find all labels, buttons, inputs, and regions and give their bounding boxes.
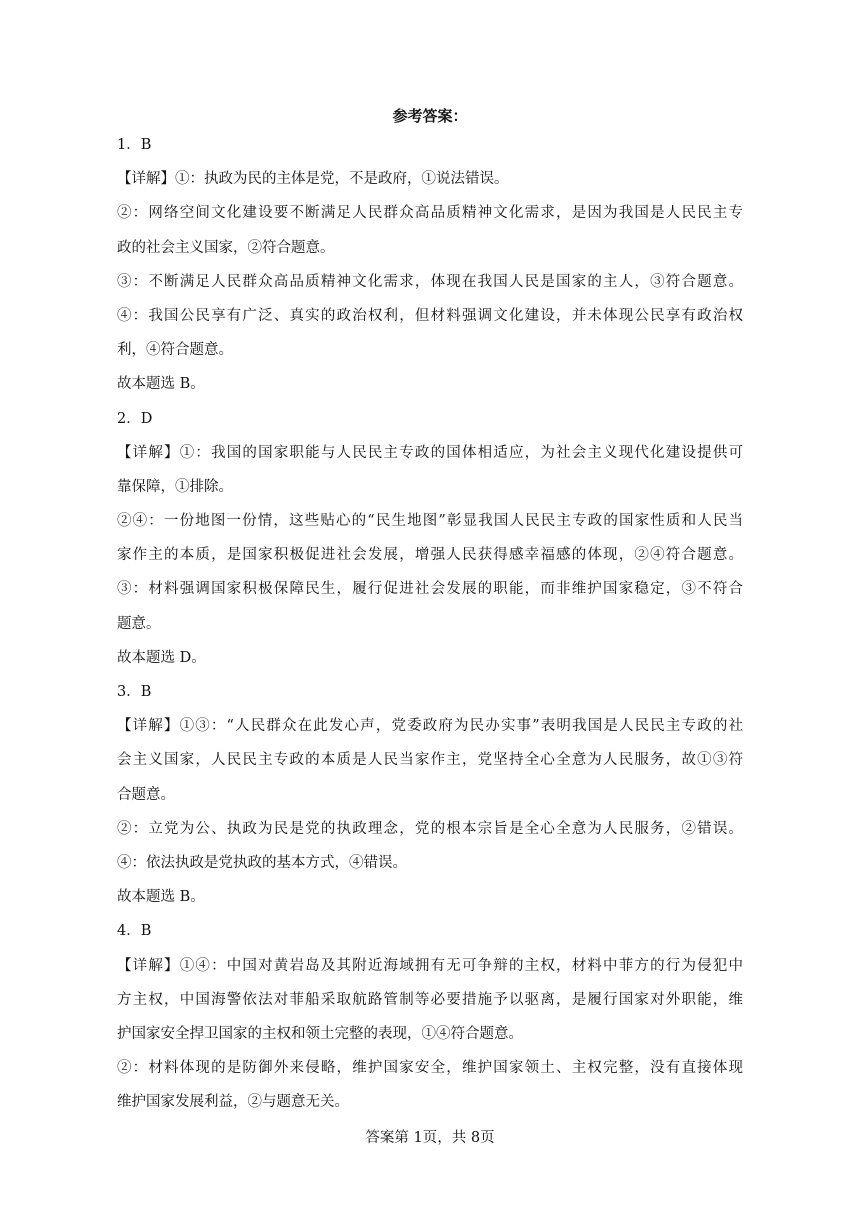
text-line: 故本题选 B。 — [117, 376, 205, 393]
text-line: 利，④符合题意。 — [117, 342, 233, 359]
text-line: ④：我国公民享有广泛、真实的政治权利，但材料强调文化建设，并未体现公民享有政治权 — [117, 307, 743, 324]
answer-content — [117, 128, 743, 1119]
text-line: 2．D — [117, 410, 153, 427]
text-line: 护国家安全捍卫国家的主权和领土完整的表现，①④符合题意。 — [117, 1025, 523, 1042]
text-line: 【详解】①④：中国对黄岩岛及其附近海域拥有无可争辩的主权，材料中菲方的行为侵犯中 — [117, 957, 743, 974]
text-line: ③：不断满足人民群众高品质精神文化需求，体现在我国人民是国家的主人，③符合题意。 — [117, 273, 743, 290]
text-line: 故本题选 B。 — [117, 889, 205, 906]
text-line: 4．B — [117, 923, 152, 940]
text-line: 合题意。 — [117, 786, 175, 803]
text-line: ②：立党为公、执政为民是党的执政理念，党的根本宗旨是全心全意为人民服务，②错误。 — [117, 820, 743, 837]
text-line: ④：依法执政是党执政的基本方式，④错误。 — [117, 854, 407, 871]
text-line: 会主义国家，人民民主专政的本质是人民当家作主，党坚持全心全意为人民服务，故①③符 — [117, 752, 743, 769]
text-line: 家作主的本质，是国家积极促进社会发展，增强人民获得感幸福感的体现，②④符合题意。 — [117, 547, 743, 564]
text-line: ②：材料体现的是防御外来侵略，维护国家安全，维护国家领土、主权完整，没有直接体现 — [117, 1060, 743, 1077]
text-line: 题意。 — [117, 615, 161, 632]
text-line: ②④：一份地图一份情，这些贴心的“民生地图”彰显我国人民民主专政的国家性质和人民当 — [117, 513, 743, 530]
text-line: 【详解】①③：“人民群众在此发心声，党委政府为民办实事”表明我国是人民民主专政的社 — [117, 718, 743, 735]
text-line: 靠保障，①排除。 — [117, 478, 233, 495]
text-line: 故本题选 D。 — [117, 649, 206, 666]
text-line: 【详解】①：我国的国家职能与人民民主专政的国体相适应，为社会主义现代化建设提供可 — [117, 444, 743, 461]
text-line: ②：网络空间文化建设要不断满足人民群众高品质精神文化需求，是因为我国是人民民主专 — [117, 205, 743, 222]
text-line: ③：材料强调国家积极保障民生，履行促进社会发展的职能，而非维护国家稳定，③不符合 — [117, 581, 743, 598]
text-line: 3．B — [117, 684, 152, 700]
text-line: 【详解】①：执政为民的主体是党，不是政府，①说法错误。 — [117, 171, 509, 188]
text-line: 1．B — [117, 137, 152, 153]
text-line: 方主权，中国海警依法对菲船采取航路管制等必要措施予以驱离，是履行国家对外职能，维 — [117, 991, 743, 1008]
text-line: 维护国家发展利益，②与题意无关。 — [117, 1094, 349, 1111]
page-footer: 答案第 1页，共 8页 — [365, 1130, 495, 1146]
text-line: 政的社会主义国家，②符合题意。 — [117, 239, 335, 256]
page-title: 参考答案： — [392, 107, 468, 125]
